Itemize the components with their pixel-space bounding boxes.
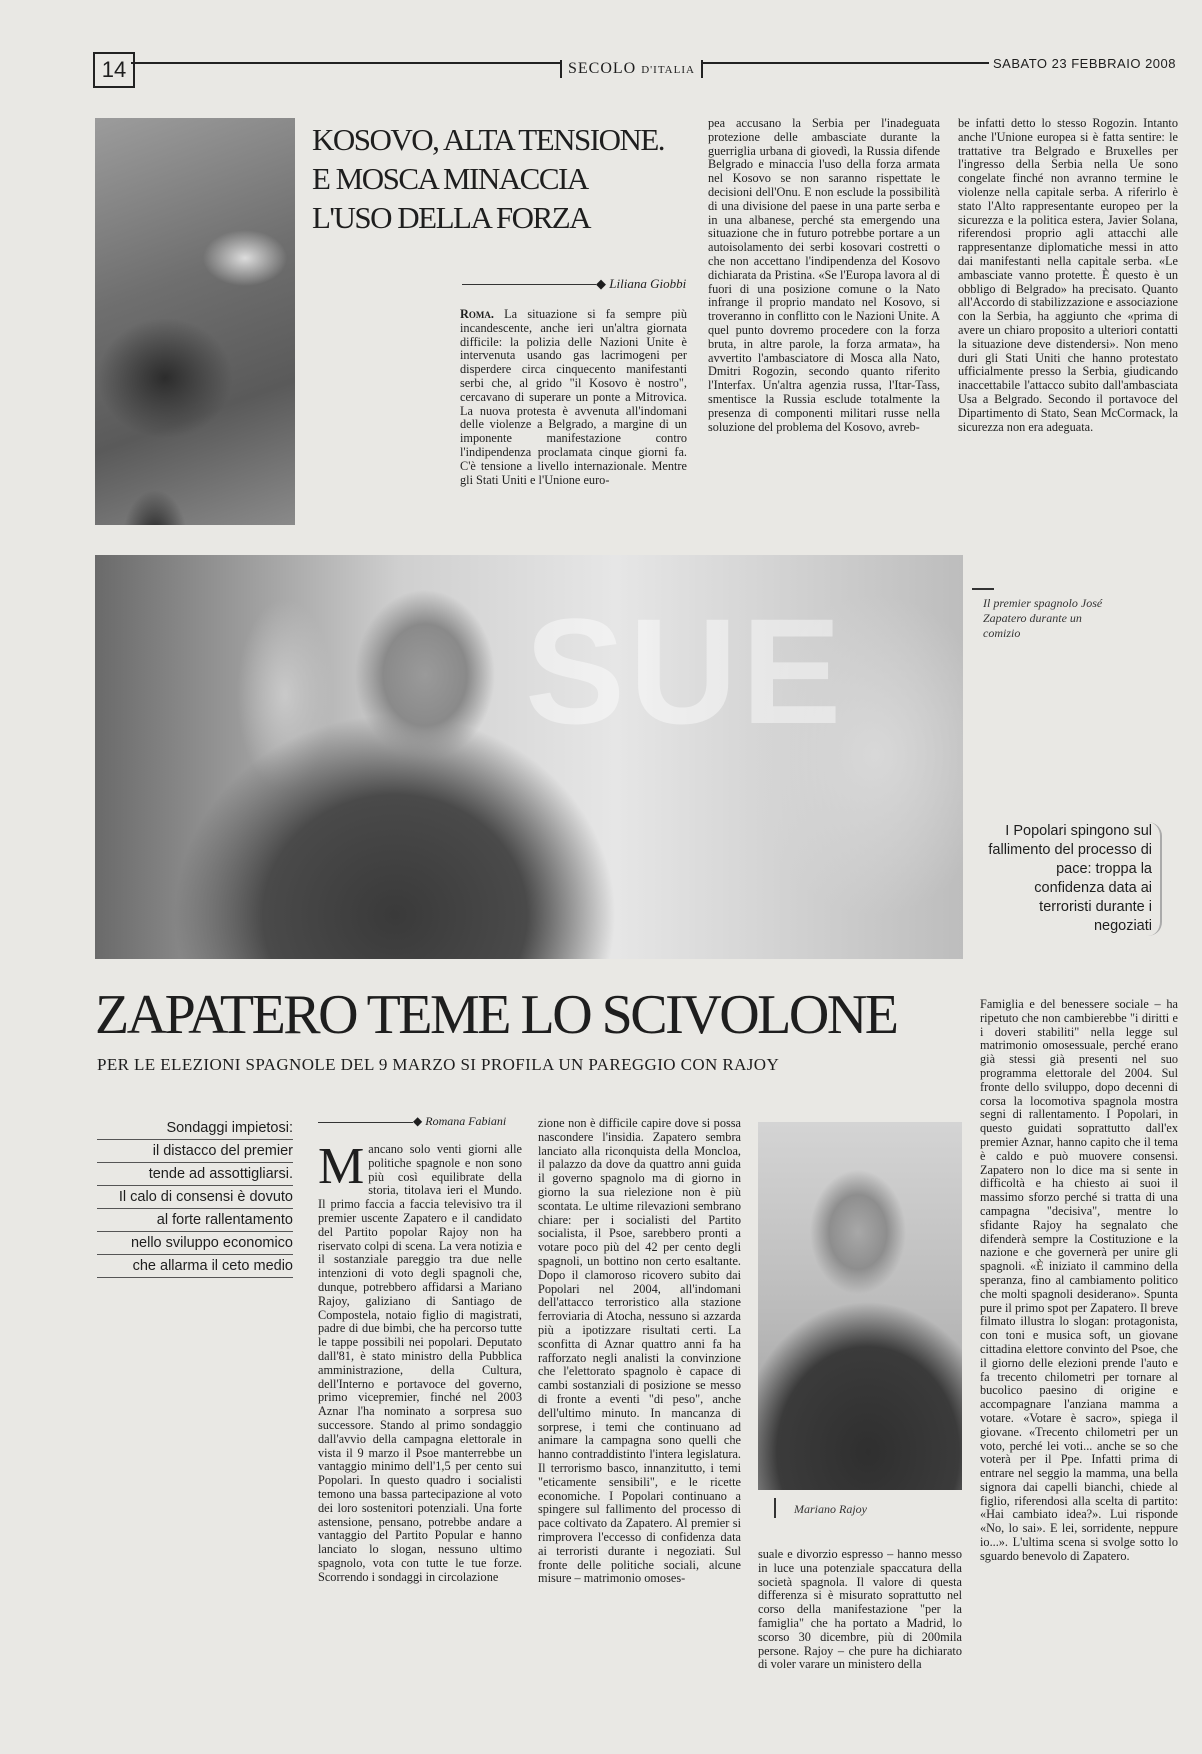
caption-rule bbox=[774, 1498, 776, 1518]
rajoy-caption: Mariano Rajoy bbox=[794, 1502, 867, 1516]
zapatero-column-4: Famiglia e del benessere sociale – ha ripetuto che non cambierebbe "i diritti e i doveri stabiliti" nella legge sul matrimonio omosessuale, perché erano già stessi già presenti nel suo programma elettorale del 2004. Sul fronte dello sviluppo, dopo decenni di corsa la locomotiva spagnola mostra segni di rallentamento. I Popolari, in questo guidati soprattutto dall'ex premier Aznar, hanno capito che il tema è caldo e può muovere consensi. Zapatero non lo dice ma si sente in difficoltà e ha chiesto ai suoi il massimo sforzo perché si tratta di una campagna "decisiva", mentre lo sfidante Rajoy ha segnalato che difenderà sempre la Costituzione e la nazione e che governerà per unire gli spagnoli. «È iniziato il cammino della speranza, fino al cambiamento politico che molti spagnoli desiderano». Spunta pure il primo spot per Zapatero. Il breve filmato illustra lo slogan: protagonista, con toni e musica soft, un giovane cittadina elettore convinto del Psoe, che il giorno delle elezioni prende l'auto e fa trecento chilometri per tornare al bucolico paesino di origine e accompagnare l'anziana mamma a votare. «Votare è sacro», spiega il giovane. «Trecento chilometri per un voto, perché lei voti... anche se so che voterà per il Ppe. Infatti prima di entrare nel seggio la mamma, una bella signora dai capelli bianchi, chiede al figlio, riferendosi alla scelta di partito: «Hai cambiato idea?». Lui risponde «No, lo sai». E lei, sorridente, neppure io...». L'ultima scena si svolge sotto lo sguardo benevolo di Zapatero. bbox=[980, 998, 1178, 1563]
kosovo-column-1 bbox=[460, 308, 687, 524]
kosovo-column-3: be infatti detto lo stesso Rogozin. Intanto anche l'Unione europea si è fatta sentire: le trattative tra Belgrado e Bruxelles per l'ingresso della Serbia nella Ue sono congelate finché non avranno termine le violenze nella capitale serba. A riferirlo è stato l'Alto rappresentante europeo per la sicurezza e la politica estera, Javier Solana, riferendosi proprio agli attacchi alle rappresentanze diplomatiche messi in atto dai manifestanti nella capitale serba. «Le ambasciate vanno protette. È questo è un obbligo di Belgrado» ha precisato. Quanto all'Accordo di stabilizzazione e associazione con la Serbia, ha aggiunto che «prima di avere un chiaro proposito a ulteriori contatti la situazione deve distendersi». Non meno duri gli Stati Uniti che hanno protestato ufficialmente presso la Serbia, giudicando inaccettabile l'attacco subito dall'ambasciata Usa a Belgrado. Secondo il portavoce del Dipartimento di Stato, Sean McCormack, la sicurezza non era adeguata. bbox=[958, 117, 1178, 434]
zapatero-column-3: suale e divorzio espresso – hanno messo in luce una potenziale spaccatura della società spagnola. Il valore di questa differenza si è misurato soprattutto nel corso della manifestazione "per la famiglia" che ha portato a Madrid, lo scorso 30 dicembre, più di 200mila persone. Rajoy – che pure ha dichiarato di voler varare un ministero della bbox=[758, 1548, 962, 1672]
summary-line: nello sviluppo economico bbox=[97, 1232, 293, 1255]
zapatero-column-2: zione non è difficile capire dove si possa nascondere l'insidia. Zapatero sembra lanciato alla riconquista della Moncloa, il palazzo da dove da quattro anni guida il governo spagnolo ma di giorno in giorno la sua rielezione non è più scontata. Le ultime rilevazioni sembrano chiare: per i socialisti del Partito socialista, il Psoe, sarebbero pronti a votare poco più del 42 per cento degli spagnoli, un bottino non certo esaltante. Dopo il clamoroso ricovero subito dai Popolari nel 2004, all'indomani dell'attacco terroristico alla stazione ferroviaria di Atocha, nessuno si azzarda più a ipotizzare risultati certi. La sconfitta di Aznar quattro anni fa ha rafforzato negli analisti la convinzione che l'elettorato spagnolo è capace di cambi sostanziali di posizione se messo di fronte a eventi "di peso", anche dell'ultimo minuto. In mancanza di sorprese, i temi che continuano ad animare la campagna sono quelli che hanno contraddistinto l'intera legislatura. Il terrorismo basco, innanzitutto, i temi "eticamente sensibili", e le ricette economiche. I Popolari continuano a spingere sul fallimento del processo di pace coltivato da Zapatero. Al premier si rimprovera l'eccesso di confidenza data ai terroristi durante i negoziati. Sul fronte delle politiche sociali, alcune misure – matrimonio omoses- bbox=[538, 1117, 741, 1586]
zapatero-column-text: ancano solo venti giorni alle politiche spagnole e non sono più così equilibrate della storia, titolava ieri el Mundo. Il primo faccia a faccia televisivo tra il premier uscente Zapatero e il candidato del Partito popolar Rajoy non ha riservato colpi di scena. La vera notizia e il sostanziale pareggio tra due nelle intenzioni di voto degli spagnoli che, dunque, potrebbero affidarsi a Mariano Rajoy, galiziano di Santiago de Compostela, notaio figlio di magistrati, padre di due bimbi, che ha percorso tutte le tappe possibili nei popolari. Deputato dall'81, è stato ministro della Pubblica amministrazione, della Cultura, dell'Interno e portavoce del governo, primo vicepremier, finché nel 2003 Aznar l'ha nominato a sorpresa suo successore. Stando al primo sondaggio dall'avvio della campagna elettorale in vista il 9 marzo il Psoe manterrebbe un vantaggio minimo dell'1,5 per cento sui Popolari. In questo quadro i socialisti temono una bassa partecipazione al voto dei loro sostenitori potenziali. Una forte astensione, pensano, potrebbe andare a vantaggio del Partito Popular e hanno lanciato lo slogan, nessuno ultimo spagnolo, vota con tutte le tue forze. Scorrendo i sondaggi in circolazione bbox=[318, 1143, 522, 1584]
zapatero-caption: Il premier spagnolo José Zapatero durante un comizio bbox=[983, 596, 1103, 640]
summary-box bbox=[97, 1117, 293, 1278]
zapatero-subtitle: PER LE ELEZIONI SPAGNOLE DEL 9 MARZO SI PROFILA UN PAREGGIO CON RAJOY bbox=[97, 1055, 780, 1074]
masthead bbox=[560, 60, 703, 78]
kosovo-author: Liliana Giobbi bbox=[609, 276, 687, 291]
zapatero-headline: ZAPATERO TEME LO SCIVOLONE bbox=[95, 984, 897, 1046]
zapatero-photo bbox=[95, 555, 963, 959]
diamond-icon: ◆ bbox=[596, 276, 610, 291]
zapatero-author: Romana Fabiani bbox=[425, 1114, 507, 1128]
caption-rule bbox=[972, 588, 994, 590]
kosovo-title-line: L'USO DELLA FORZA bbox=[312, 200, 591, 235]
summary-line: al forte rallentamento bbox=[97, 1209, 293, 1232]
kosovo-photo bbox=[95, 118, 295, 525]
kosovo-column-text: La situazione si fa sempre più incandescente, anche ieri un'altra giornata difficile: la polizia delle Nazioni Unite è intervenuta usando gas lacrimogeni per disperdere circa cinquecento manifestanti serbi che, al grido "il Kosovo è nostro", cercavano di superare un ponte a Mitrovica. La nuova protesta è avvenuta all'indomani delle violenze a Belgrado, a margine di un imponente manifestazione contro l'indipendenza proclamata cinque giorni fa. C'è tensione a livello internazionale. Mentre gli Stati Uniti e l'Unione euro- bbox=[460, 308, 687, 487]
page-number: 14 bbox=[93, 52, 135, 88]
summary-line: Il calo di consensi è dovuto bbox=[97, 1186, 293, 1209]
kosovo-title-line: KOSOVO, ALTA TENSIONE. bbox=[312, 122, 665, 157]
kosovo-byline-rule bbox=[462, 284, 596, 285]
diamond-icon: ◆ bbox=[413, 1114, 426, 1128]
summary-line: che allarma il ceto medio bbox=[97, 1255, 293, 1278]
summary-line: Sondaggi impietosi: bbox=[97, 1117, 293, 1140]
kosovo-column-2: pea accusano la Serbia per l'inadeguata protezione delle ambasciate durante la guerriglia urbana di giovedì, la Russia difende Belgrado e minaccia l'uso della forza armata nel Kosovo se non saranno rispettate le decisioni dell'Onu. E non esclude la possibilità di una divisione del paese in una parte serba e in una albanese, perché sta emergendo una situazione che in futuro potrebbe portare a un autoisolamento dei serbi kosovari costretti o che non accettano l'indipendenza del Kosovo dichiarata da Pristina. «Se l'Europa lavora al di fuori di una posizione comune o la Nato infrange il proprio mandato nel Kosovo, si troveranno in conflitto con le Nazioni Unite. A quel punto dovremo procedere con la forza bruta, in altre parole, la forza armata», ha avvertito l'ambasciatore di Mosca alla Nato, Dmitri Rogozin, secondo quanto riferito l'Interfax. Un'altra agenzia russa, l'Itar-Tass, smentisce la Russia esclude totalmente la presenza di componenti militari russe nella soluzione del problema del Kosovo, avreb- bbox=[708, 117, 940, 434]
zapatero-column-1 bbox=[318, 1143, 522, 1720]
zapatero-byline bbox=[413, 1114, 506, 1129]
pull-quote: I Popolari spingono sul fallimento del processo di pace: troppa la confidenza data ai terroristi durante i negoziati bbox=[985, 822, 1162, 936]
kosovo-title-line: E MOSCA MINACCIA bbox=[312, 161, 588, 196]
photo-background-lettering: SUE bbox=[525, 587, 846, 755]
kosovo-title bbox=[312, 120, 692, 237]
kosovo-lead-word: Roma. bbox=[460, 308, 494, 321]
masthead-subtitle: D'ITALIA bbox=[641, 64, 695, 76]
kosovo-byline bbox=[596, 276, 686, 292]
dropcap: M bbox=[318, 1143, 365, 1195]
masthead-title: SECOLO bbox=[568, 60, 637, 77]
header-date: SABATO 23 FEBBRAIO 2008 bbox=[989, 56, 1180, 71]
summary-line: tende ad assottigliarsi. bbox=[97, 1163, 293, 1186]
zapatero-byline-rule bbox=[318, 1122, 413, 1123]
summary-line: il distacco del premier bbox=[97, 1140, 293, 1163]
rajoy-photo bbox=[758, 1122, 962, 1490]
